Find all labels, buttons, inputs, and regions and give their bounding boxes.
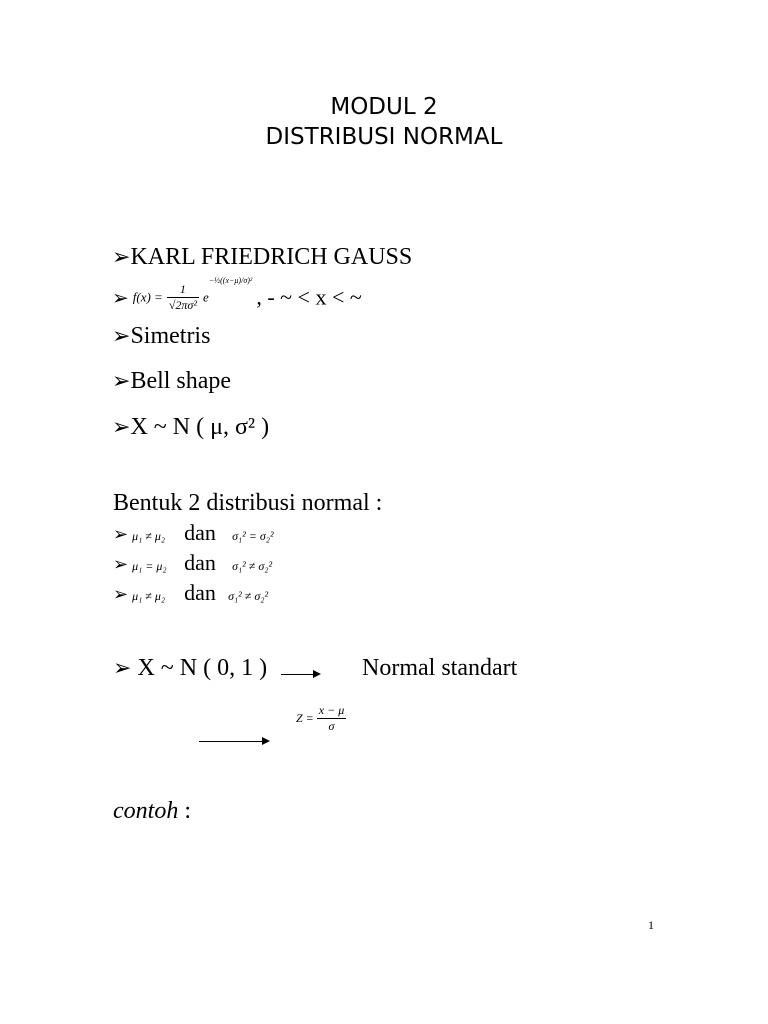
mu-condition: μ₁ ≠ μ₂ (132, 589, 166, 603)
bullet-gauss (112, 244, 412, 271)
bell-label: Bell shape (130, 368, 232, 394)
contoh-label (113, 798, 191, 825)
simetris-label: Simetris (130, 323, 211, 349)
bullet-bell-shape (112, 368, 231, 395)
bullet-notation (112, 414, 269, 441)
arrowhead-bullet-icon: ➢ (113, 524, 129, 545)
arrowhead-bullet-icon: ➢ (112, 369, 131, 394)
page-title: MODUL 2 (330, 94, 438, 120)
z-fraction (317, 703, 346, 734)
bullet-formula (112, 276, 362, 316)
bentuk-row-2 (113, 550, 272, 576)
formula-fraction (167, 282, 199, 313)
page-number: 1 (648, 918, 654, 932)
z-formula (296, 703, 346, 734)
sigma-condition: σ₁² = σ₂² (232, 529, 274, 543)
sigma-condition: σ₁² ≠ σ₂² (228, 589, 269, 603)
bullet-simetris (112, 323, 210, 350)
bentuk-row-3 (113, 580, 268, 606)
gauss-label: KARL FRIEDRICH GAUSS (130, 244, 413, 270)
arrowhead-bullet-icon: ➢ (112, 285, 129, 310)
z-denominator: σ (328, 719, 335, 733)
z-lhs: Z = (296, 711, 314, 725)
arrowhead-bullet-icon: ➢ (113, 584, 129, 605)
right-arrow-icon (281, 674, 315, 675)
formula-denominator: √2πσ² (168, 297, 197, 312)
arrowhead-bullet-icon: ➢ (112, 415, 131, 440)
arrowhead-icon (262, 737, 270, 745)
bullet-standard-normal (113, 655, 267, 682)
contoh-colon: : (178, 798, 191, 824)
arrowhead-bullet-icon: ➢ (113, 554, 129, 575)
mu-condition: μ₁ = μ₂ (132, 559, 167, 573)
formula-range: , - ~ < x < ~ (256, 284, 362, 310)
dan-label: dan (184, 550, 216, 575)
normal-standart-label: Normal standart (362, 655, 518, 681)
bentuk-heading: Bentuk 2 distribusi normal : (113, 490, 383, 516)
bentuk-row-1 (113, 520, 274, 546)
standard-notation: X ~ N ( 0, 1 ) (137, 655, 268, 681)
arrowhead-bullet-icon: ➢ (113, 656, 132, 681)
dan-label: dan (184, 580, 216, 605)
mu-condition: μ₁ ≠ μ₂ (132, 529, 166, 543)
right-arrow-icon (199, 741, 263, 742)
formula-lhs: f(x) = (132, 289, 163, 305)
formula-exponent: −½((x−μ)/σ)² (208, 276, 253, 285)
notation-label: X ~ N ( μ, σ² ) (130, 414, 270, 440)
dan-label: dan (184, 520, 216, 545)
arrowhead-icon (313, 670, 321, 678)
arrowhead-bullet-icon: ➢ (112, 245, 131, 270)
z-numerator: x − μ (318, 703, 345, 717)
formula-exp-base: e (202, 289, 209, 305)
arrowhead-bullet-icon: ➢ (112, 324, 131, 349)
contoh-word: contoh (113, 798, 179, 824)
formula-numerator: 1 (167, 282, 199, 298)
page-subtitle: DISTRIBUSI NORMAL (265, 124, 503, 150)
sigma-condition: σ₁² ≠ σ₂² (232, 559, 273, 573)
